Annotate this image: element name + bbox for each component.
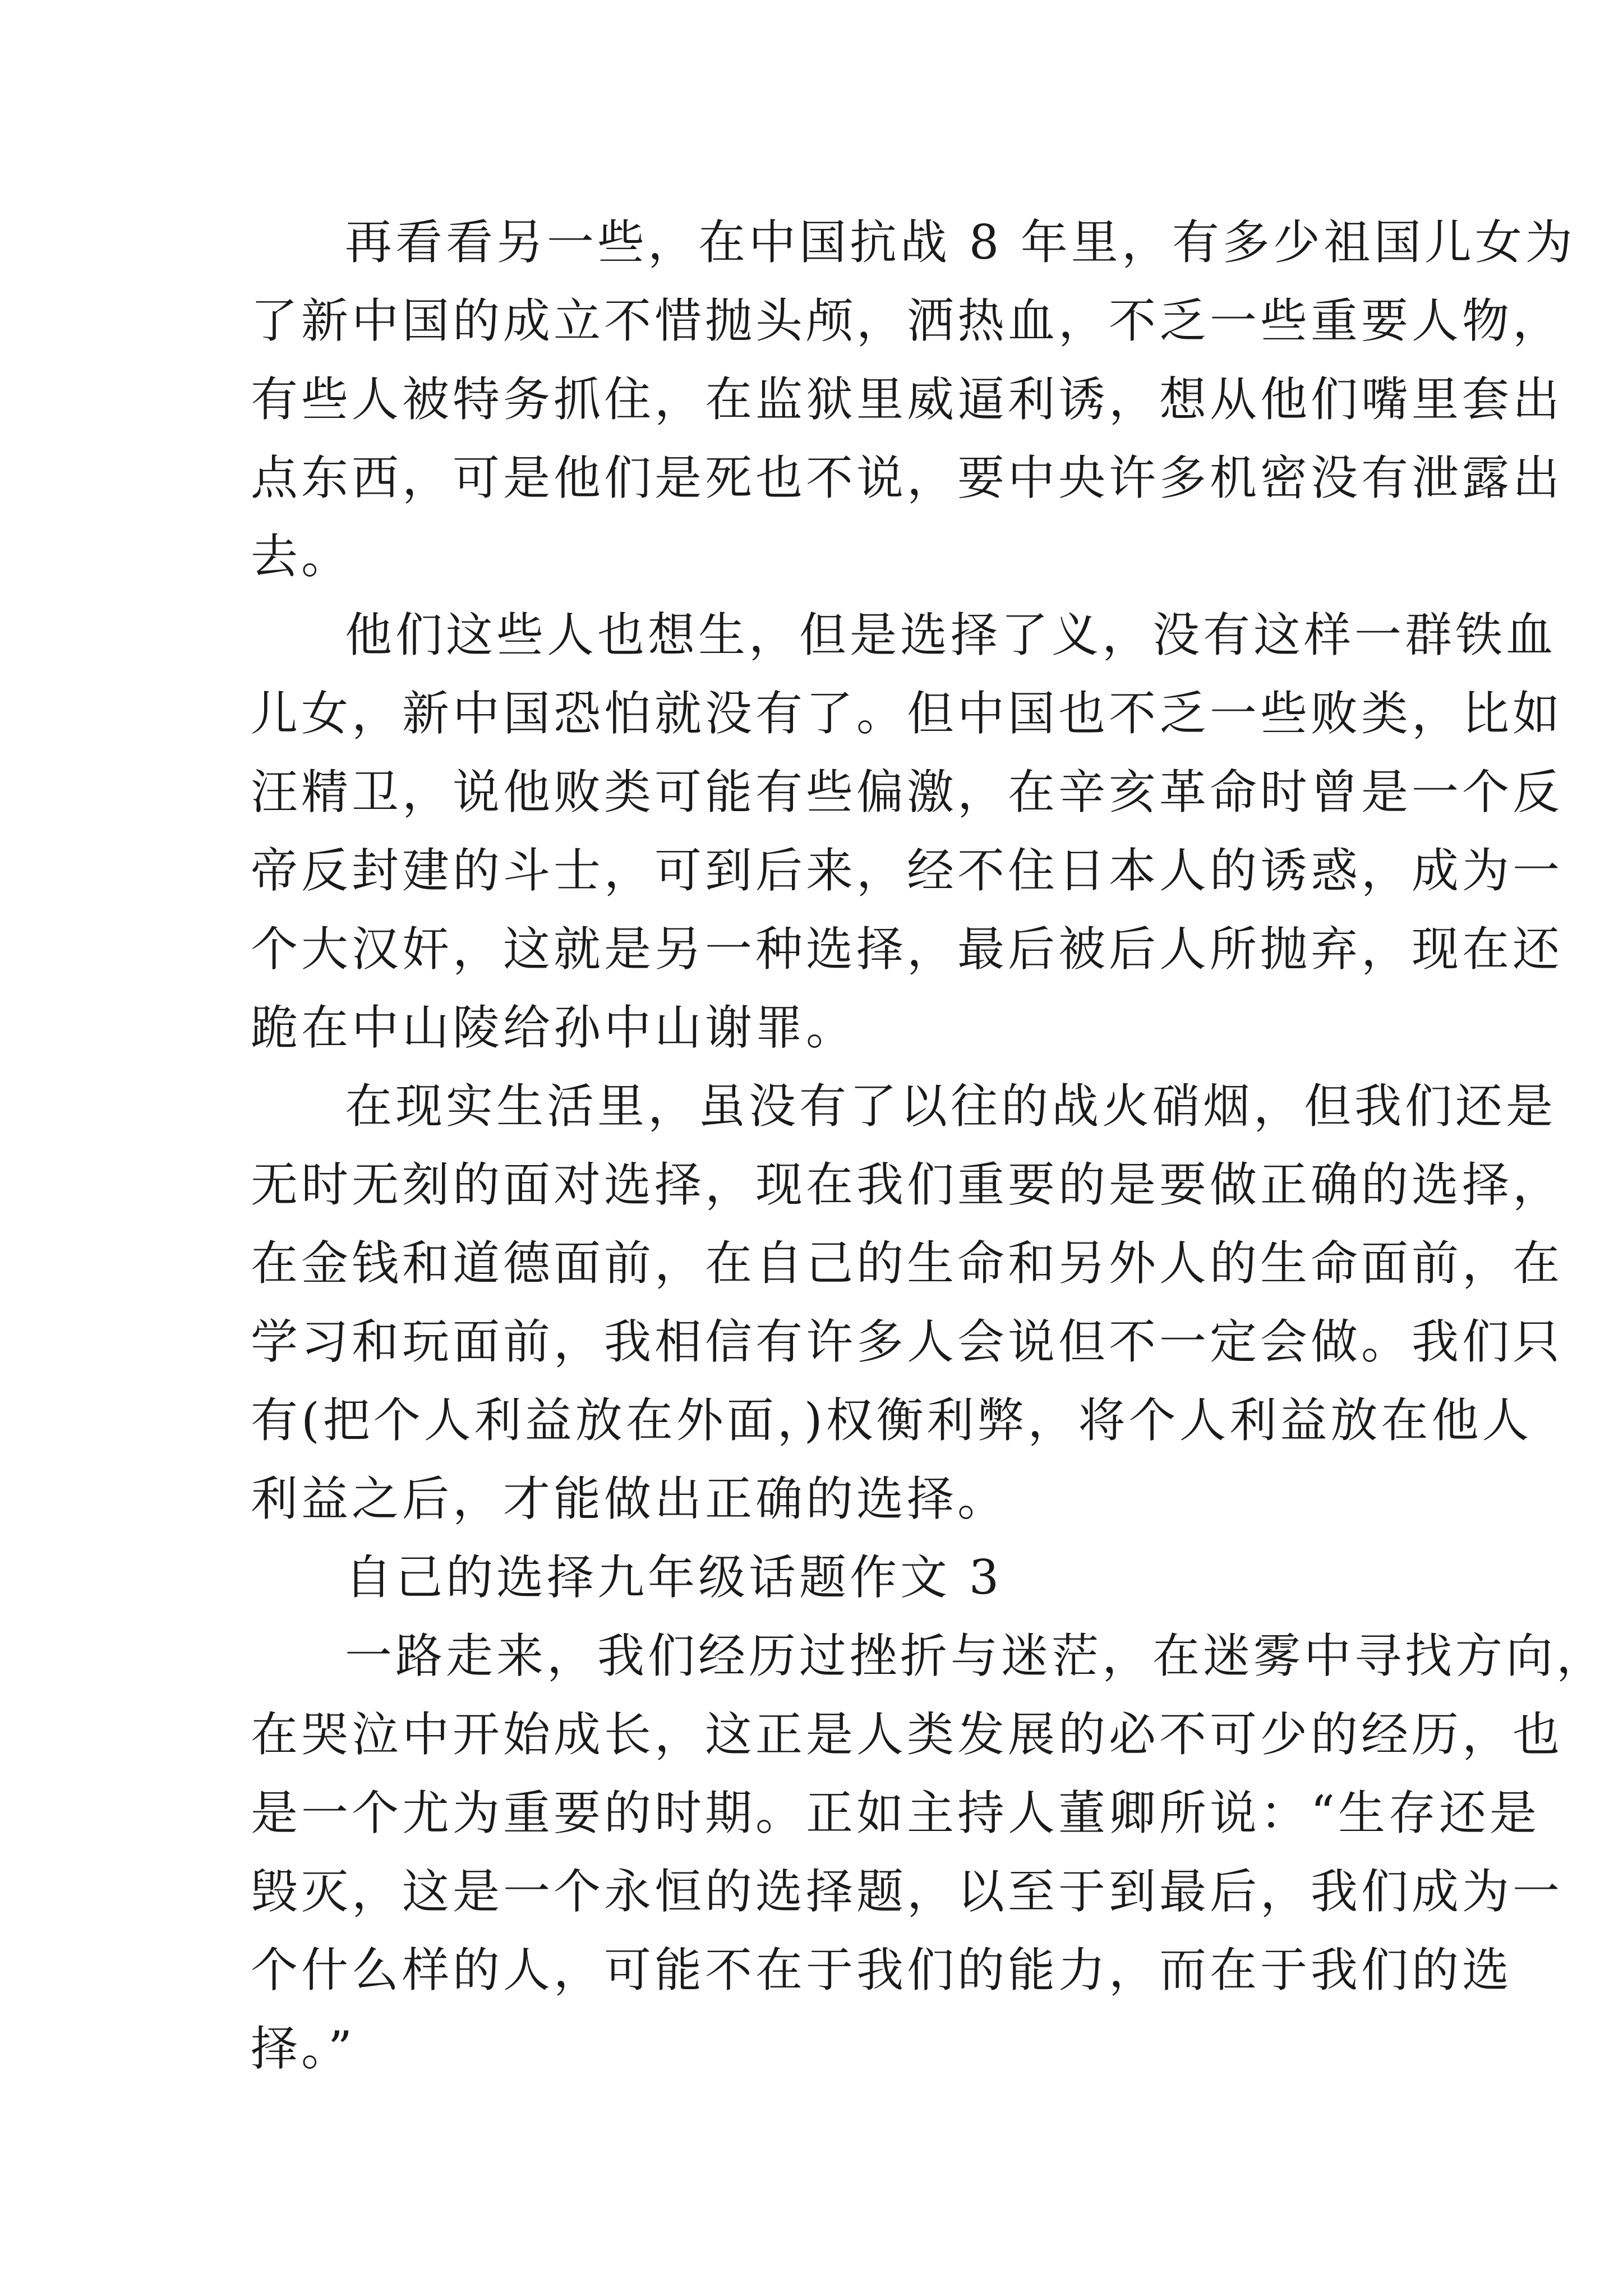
text-line: 在哭泣中开始成长，这正是人类发展的必不可少的经历，也 bbox=[251, 1707, 1564, 1762]
text-line: 个什么样的人，可能不在于我们的能力，而在于我们的选 bbox=[251, 1943, 1513, 1998]
text-line: 汪精卫，说他败类可能有些偏激，在辛亥革命时曾是一个反 bbox=[251, 765, 1564, 820]
text-line: 点东西，可是他们是死也不说，要中央许多机密没有泄露出 bbox=[251, 450, 1564, 505]
paragraph bbox=[251, 1067, 1564, 1538]
text-line: 无时无刻的面对选择，现在我们重要的是要做正确的选择， bbox=[251, 1157, 1564, 1212]
text-line: 在现实生活里，虽没有了以往的战火硝烟，但我们还是 bbox=[345, 1079, 1557, 1134]
text-line: 择。” bbox=[251, 2021, 356, 2076]
text-line: 一路走来，我们经历过挫折与迷茫，在迷雾中寻找方向， bbox=[345, 1628, 1607, 1683]
text-line: 儿女，新中国恐怕就没有了。但中国也不乏一些败类，比如 bbox=[251, 686, 1564, 741]
text-line: 毁灭，这是一个永恒的选择题，以至于到最后，我们成为一 bbox=[251, 1864, 1564, 1919]
paragraph bbox=[251, 1617, 1607, 2088]
text-line: 帝反封建的斗士，可到后来，经不住日本人的诱惑，成为一 bbox=[251, 843, 1564, 898]
paragraph bbox=[251, 596, 1564, 1067]
paragraph bbox=[251, 203, 1576, 596]
text-line: 在金钱和道德面前，在自己的生命和另外人的生命面前，在 bbox=[251, 1236, 1564, 1291]
text-line: 跪在中山陵给孙中山谢罪。 bbox=[251, 1000, 857, 1055]
text-line: 利益之后，才能做出正确的选择。 bbox=[251, 1471, 1008, 1526]
section-heading bbox=[251, 1538, 1380, 1617]
text-line: 是一个尤为重要的时期。正如主持人董卿所说：“生存还是 bbox=[251, 1786, 1540, 1841]
text-line: 去。 bbox=[251, 529, 352, 584]
text-line: 有(把个人利益放在外面，)权衡利弊，将个人利益放在他人 bbox=[251, 1393, 1533, 1448]
text-line: 个大汉奸，这就是另一种选择，最后被后人所抛弃，现在还 bbox=[251, 922, 1564, 977]
document-body bbox=[251, 203, 1607, 2088]
text-line: 他们这些人也想生，但是选择了义，没有这样一群铁血 bbox=[345, 608, 1557, 662]
text-line: 有些人被特务抓住，在监狱里威逼利诱，想从他们嘴里套出 bbox=[251, 372, 1564, 427]
text-line: 了新中国的成立不惜抛头颅，洒热血，不乏一些重要人物， bbox=[251, 293, 1564, 348]
heading-text: 自己的选择九年级话题作文 3 bbox=[345, 1550, 1003, 1605]
text-line: 再看看另一些，在中国抗战 8 年里，有多少祖国儿女为 bbox=[345, 215, 1576, 270]
text-line: 学习和玩面前，我相信有许多人会说但不一定会做。我们只 bbox=[251, 1314, 1564, 1369]
